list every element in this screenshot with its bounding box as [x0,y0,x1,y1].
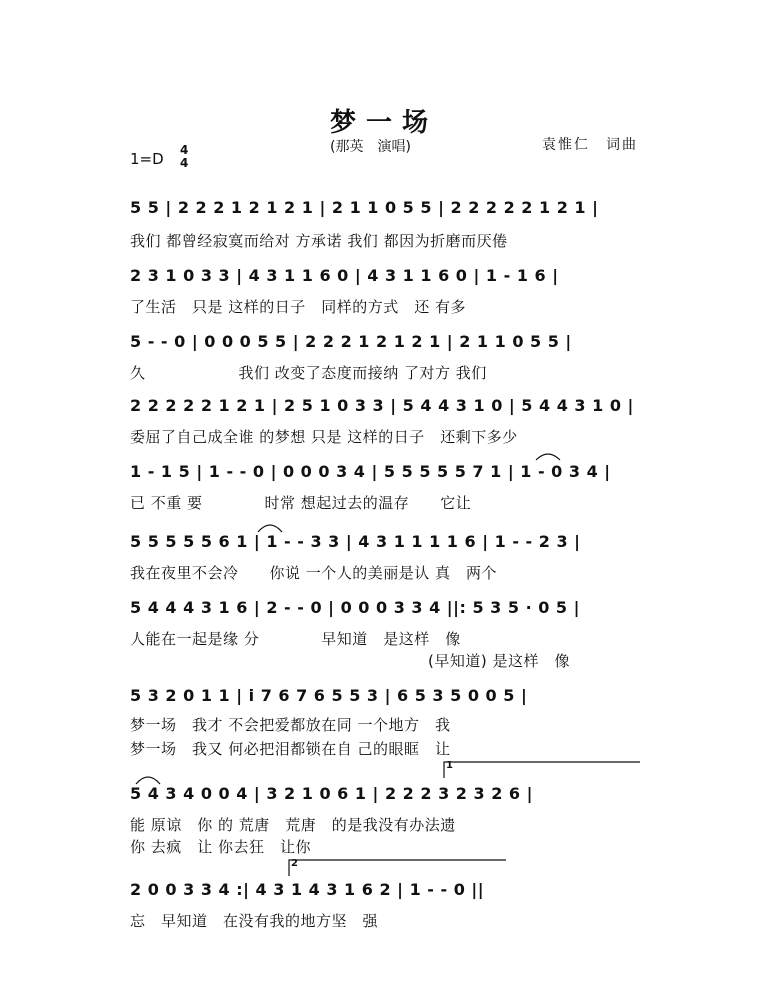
notation-line-3: 5 - - 0 | 0 0 0 5 5 | 2 2 2 1 2 1 2 1 | 2 1 1 0 5 5 | [130,332,572,351]
notation-line-8: 5 3 2 0 1 1 | i 7 6 7 6 5 5 3 | 6 5 3 5 0 0 5 | [130,686,528,705]
lyric-line-8b: 梦一场 我又 何必把泪都锁在自 己的眼眶 让 [130,740,451,758]
tie-arc-2 [258,525,282,532]
volta-2-bracket [289,860,506,876]
credits: 袁惟仁 词曲 [542,137,638,153]
lyric-line-8a: 梦一场 我才 不会把爱都放在同 一个地方 我 [130,716,451,734]
volta-1-label: 1 [446,760,454,771]
notation-line-7: 5 4 4 4 3 1 6 | 2 - - 0 | 0 0 0 3 3 4 ||: 5 3 5 · 0 5 | [130,598,580,617]
time-signature-top: 4 [180,143,189,157]
notation-line-1: 5 5 | 2 2 2 1 2 1 2 1 | 2 1 1 0 5 5 | 2 2 2 2 2 1 2 1 | [130,198,599,217]
notation-line-4: 2 2 2 2 2 1 2 1 | 2 5 1 0 3 3 | 5 4 4 3 1 0 | 5 4 4 3 1 0 | [130,396,634,415]
performer-note: (那英 演唱) [330,139,411,155]
time-signature-bottom: 4 [180,156,189,170]
notation-line-6: 5 5 5 5 5 6 1 | 1 - - 3 3 | 4 3 1 1 1 1 6 | 1 - - 2 3 | [130,532,581,551]
lyric-line-9b: 你 去疯 让 你去狂 让你 [130,838,312,856]
lyric-line-4: 委屈了自己成全谁 的梦想 只是 这样的日子 还剩下多少 [130,428,518,446]
tie-arc-1 [536,454,560,460]
lyric-line-10: 忘 早知道 在没有我的地方坚 强 [130,912,379,930]
notation-line-9: 5 4 3 4 0 0 4 | 3 2 1 0 6 1 | 2 2 2 3 2 3 2 6 | [130,784,533,803]
tie-arc-3 [136,777,160,784]
notation-line-10: 2 0 0 3 3 4 :| 4 3 1 4 3 1 6 2 | 1 - - 0 || [130,880,485,899]
lyric-line-7b: (早知道) 是这样 像 [428,652,570,670]
lyric-line-6: 我在夜里不会冷 你说 一个人的美丽是认 真 两个 [130,564,498,582]
lyric-line-9a: 能 原谅 你 的 荒唐 荒唐 的是我没有办法遗 [130,816,456,834]
song-title: 梦一场 [329,108,438,138]
lyric-line-5: 已 不重 要 时常 想起过去的温存 它让 [130,494,472,512]
key-signature: 1=D [130,150,164,168]
notation-line-2: 2 3 1 0 3 3 | 4 3 1 1 6 0 | 4 3 1 1 6 0 | 1 - 1 6 | [130,266,559,285]
volta-1-bracket [444,762,640,778]
notation-line-5: 1 - 1 5 | 1 - - 0 | 0 0 0 3 4 | 5 5 5 5 5 7 1 | 1 - 0 3 4 | [130,462,611,481]
lyric-line-3: 久 我们 改变了态度而接纳 了对方 我们 [130,364,487,382]
lyric-line-7a: 人能在一起是缘 分 早知道 是这样 像 [130,630,461,648]
lyric-line-1: 我们 都曾经寂寞而给对 方承诺 我们 都因为折磨而厌倦 [130,232,508,250]
lyric-line-2: 了生活 只是 这样的日子 同样的方式 还 有多 [130,298,467,316]
volta-2-label: 2 [291,858,299,869]
